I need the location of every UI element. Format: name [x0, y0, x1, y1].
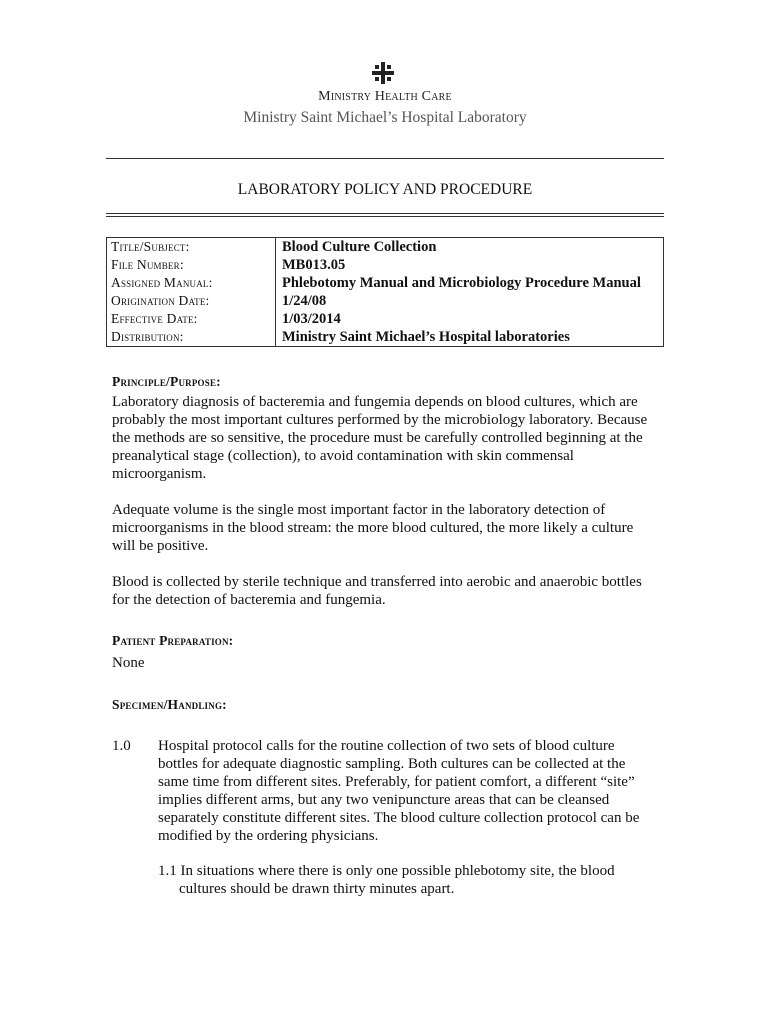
- origination-date-value: 1/24/08: [282, 293, 327, 309]
- divider-top: [106, 158, 664, 161]
- effective-date-value: 1/03/2014: [282, 311, 341, 327]
- table-row: [107, 292, 664, 310]
- document-heading: LABORATORY POLICY AND PROCEDURE: [237, 181, 533, 198]
- table-row: [107, 328, 664, 347]
- file-number-label: File Number:: [107, 256, 276, 274]
- document-info-table: [106, 237, 664, 347]
- cross-logo-icon: [372, 62, 394, 84]
- subitem-text: 1.1 In situations where there is only one possible phlebotomy site, the blood cultures should be drawn thirty minutes apart.: [158, 863, 615, 897]
- table-row: [107, 310, 664, 328]
- table-row: [107, 256, 664, 274]
- patient-preparation-text: None: [112, 655, 145, 671]
- origination-date-label: Origination Date:: [107, 292, 276, 310]
- specimen-handling-heading: Specimen/Handling:: [112, 697, 227, 712]
- organization-name: Ministry Health Care: [318, 89, 452, 104]
- assigned-manual-value: Phlebotomy Manual and Microbiology Procedure Manual: [282, 275, 641, 291]
- assigned-manual-label: Assigned Manual:: [107, 274, 276, 292]
- distribution-value: Ministry Saint Michael’s Hospital laboratories: [282, 329, 570, 345]
- item-text: Hospital protocol calls for the routine collection of two sets of blood culture bottles for adequate diagnostic sampling. Both cultures can be collected at the same time from different sites. Preferably, for patient comfort, a different “site” implies different arms, but any two venipuncture areas that can be cleansed separately constitute different sites. The blood culture collection protocol can be modified by the ordering physicians.: [158, 738, 640, 844]
- title-subject-label: Title/Subject:: [107, 238, 276, 257]
- distribution-label: Distribution:: [107, 328, 276, 347]
- table-row: [107, 274, 664, 292]
- principle-purpose-heading: Principle/Purpose:: [112, 374, 221, 389]
- table-row: [107, 238, 664, 257]
- item-number: 1.0: [112, 738, 131, 754]
- patient-preparation-heading: Patient Preparation:: [112, 633, 234, 648]
- file-number-value: MB013.05: [282, 257, 346, 273]
- principle-paragraph-3: Blood is collected by sterile technique and transferred into aerobic and anaerobic bottles for the detection of bacteremia and fungemia.: [112, 574, 642, 608]
- divider-bottom: [106, 213, 664, 217]
- laboratory-name: Ministry Saint Michael’s Hospital Laboratory: [243, 109, 527, 126]
- principle-paragraph-2: Adequate volume is the single most important factor in the laboratory detection of microorganisms in the blood stream: the more blood cultured, the more likely a culture will be positive.: [112, 502, 634, 554]
- principle-paragraph-1: Laboratory diagnosis of bacteremia and fungemia depends on blood cultures, which are probably the most important cultures performed by the microbiology laboratory. Because the methods are so sensitive, the procedure must be carefully controlled beginning at the preanalytical stage (collection), to avoid contamination with skin commensal microorganism.: [112, 394, 648, 482]
- title-subject-value: Blood Culture Collection: [282, 239, 437, 255]
- effective-date-label: Effective Date:: [107, 310, 276, 328]
